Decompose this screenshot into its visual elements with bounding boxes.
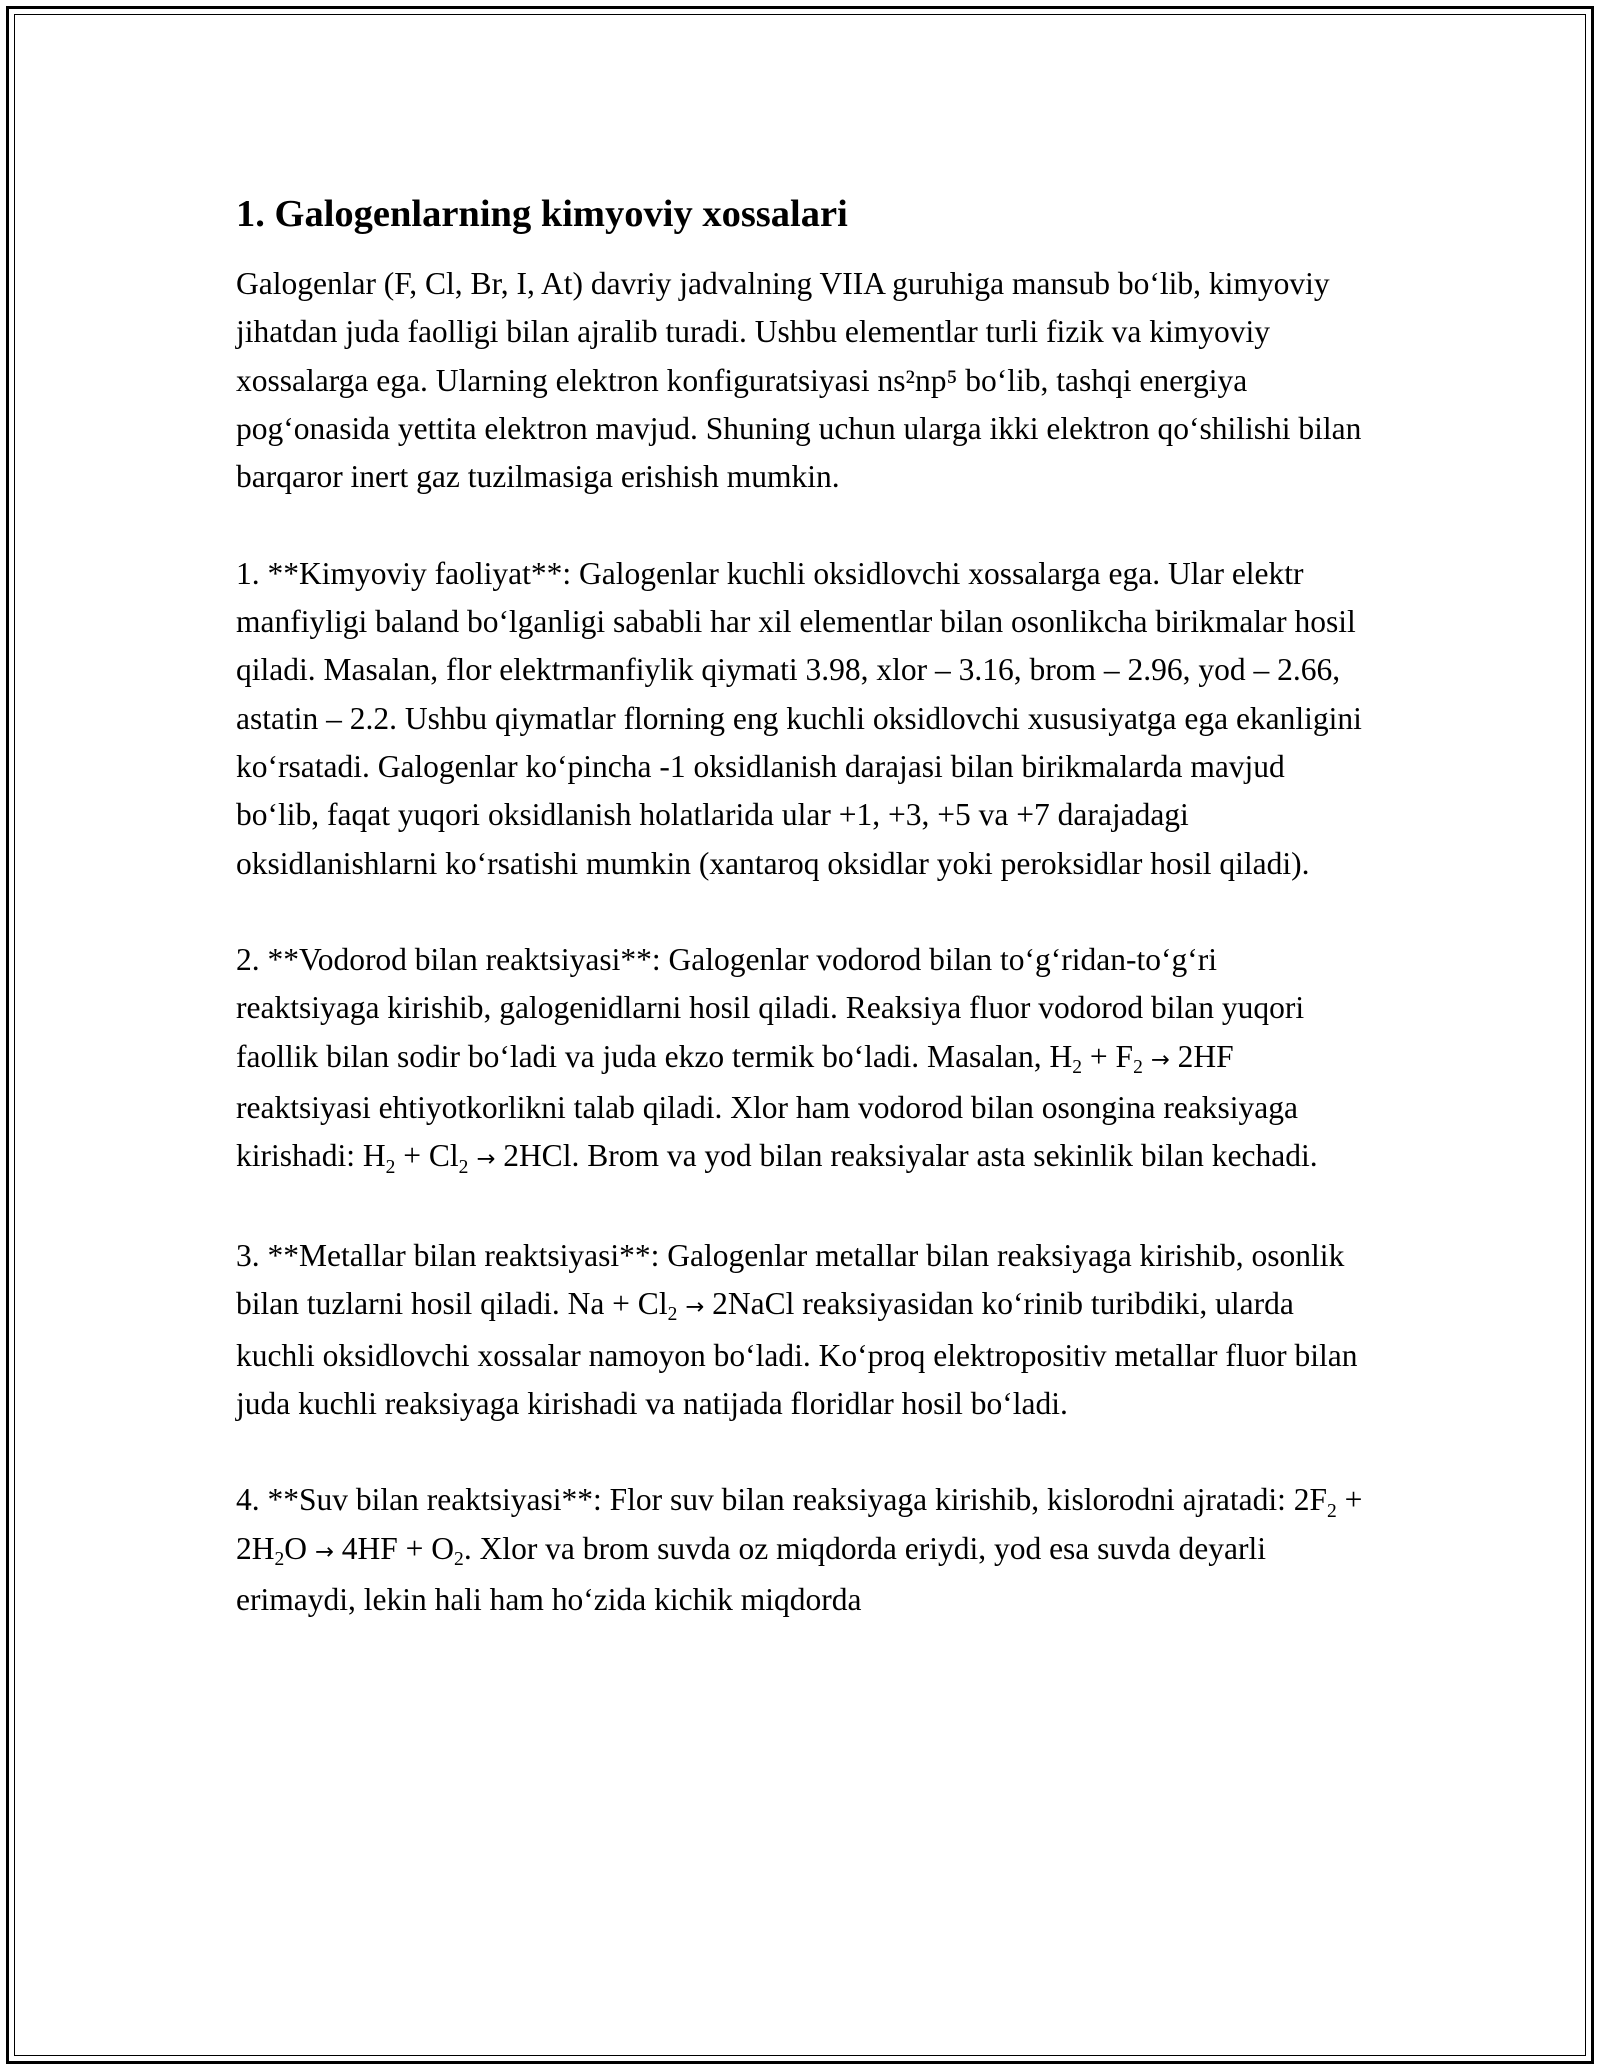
paragraph-hydrogen-reaction: 2. **Vodorod bilan reaktsiyasi**: Galogenlar vodorod bilan to‘g‘ridan-to‘g‘ri reaktsiyaga kirishib, galogenidlarni hosil qiladi. Reaksiya fluor vodorod bilan yuqori faollik bilan sodir bo‘ladi va juda ekzo termik bo‘ladi. Masalan, $H_2 + F_2 \to 2HF$ reaktsiyasi ehtiyotkorlikni talab qiladi. Xlor ham vodorod bilan osongina reaksiyaga kirishadi: $H_2 + Cl_2 \to 2HCl$. Brom va yod bilan reaksiyalar asta sekinlik bilan kechadi.: [236, 942, 1318, 1178]
paragraph-water-reaction: 4. **Suv bilan reaktsiyasi**: Flor suv bilan reaksiyaga kirishib, kislorodni ajratadi: $2F_2 + 2H_2O \to 4HF + O_2$. Xlor va brom suvda oz miqdorda eriydi, yod esa suvda deyarli erimaydi, lekin hali ham ho‘zida kichik miqdorda: [236, 1482, 1363, 1618]
paragraph-chemical-activity: 1. **Kimyoviy faoliyat**: Galogenlar kuchli oksidlovchi xossalarga ega. Ular elektr manfiyligi baland bo‘lganligi sababli har xil elementlar bilan osonlikcha birikmalar hosil qiladi. Masalan, flor elektrmanfiylik qiymati 3.98, xlor – 3.16, brom – 2.96, yod – 2.66, astatin – 2.2. Ushbu qiymatlar florning eng kuchli oksidlovchi xususiyatga ega ekanligini ko‘rsatadi. Galogenlar ko‘pincha -1 oksidlanish darajasi bilan birikmalarda mavjud bo‘lib, faqat yuqori oksidlanish holatlarida ular +1, +3, +5 va +7 darajadagi oksidlanishlarni ko‘rsatishi mumkin (xantaroq oksidlar yoki peroksidlar hosil qiladi).: [236, 555, 1362, 881]
document-body: [236, 186, 1366, 1673]
paragraph-metal-reaction: 3. **Metallar bilan reaktsiyasi**: Galogenlar metallar bilan reaksiyaga kirishib, osonlik bilan tuzlarni hosil qiladi. $Na + Cl_2$ → 2NaCl reaksiyasidan ko‘rinib turibdiki, ularda kuchli oksidlovchi xossalar namoyon bo‘ladi. Ko‘proq elektropositiv metallar fluor bilan juda kuchli reaksiyaga kirishadi va natijada floridlar hosil bo‘ladi.: [236, 1237, 1358, 1421]
intro-paragraph: Galogenlar (F, Cl, Br, I, At) davriy jadvalning VIIA guruhiga mansub bo‘lib, kimyoviy jihatdan juda faolligi bilan ajralib turadi. Ushbu elementlar turli fizik va kimyoviy xossalarga ega. Ularning elektron konfiguratsiyasi ns²np⁵ bo‘lib, tashqi energiya pog‘onasida yettita elektron mavjud. Shuning uchun ularga ikki elektron qo‘shilishi bilan barqaror inert gaz tuzilmasiga erishish mumkin.: [236, 266, 1362, 495]
section-heading: 1. Galogenlarning kimyoviy xossalari: [236, 193, 848, 235]
